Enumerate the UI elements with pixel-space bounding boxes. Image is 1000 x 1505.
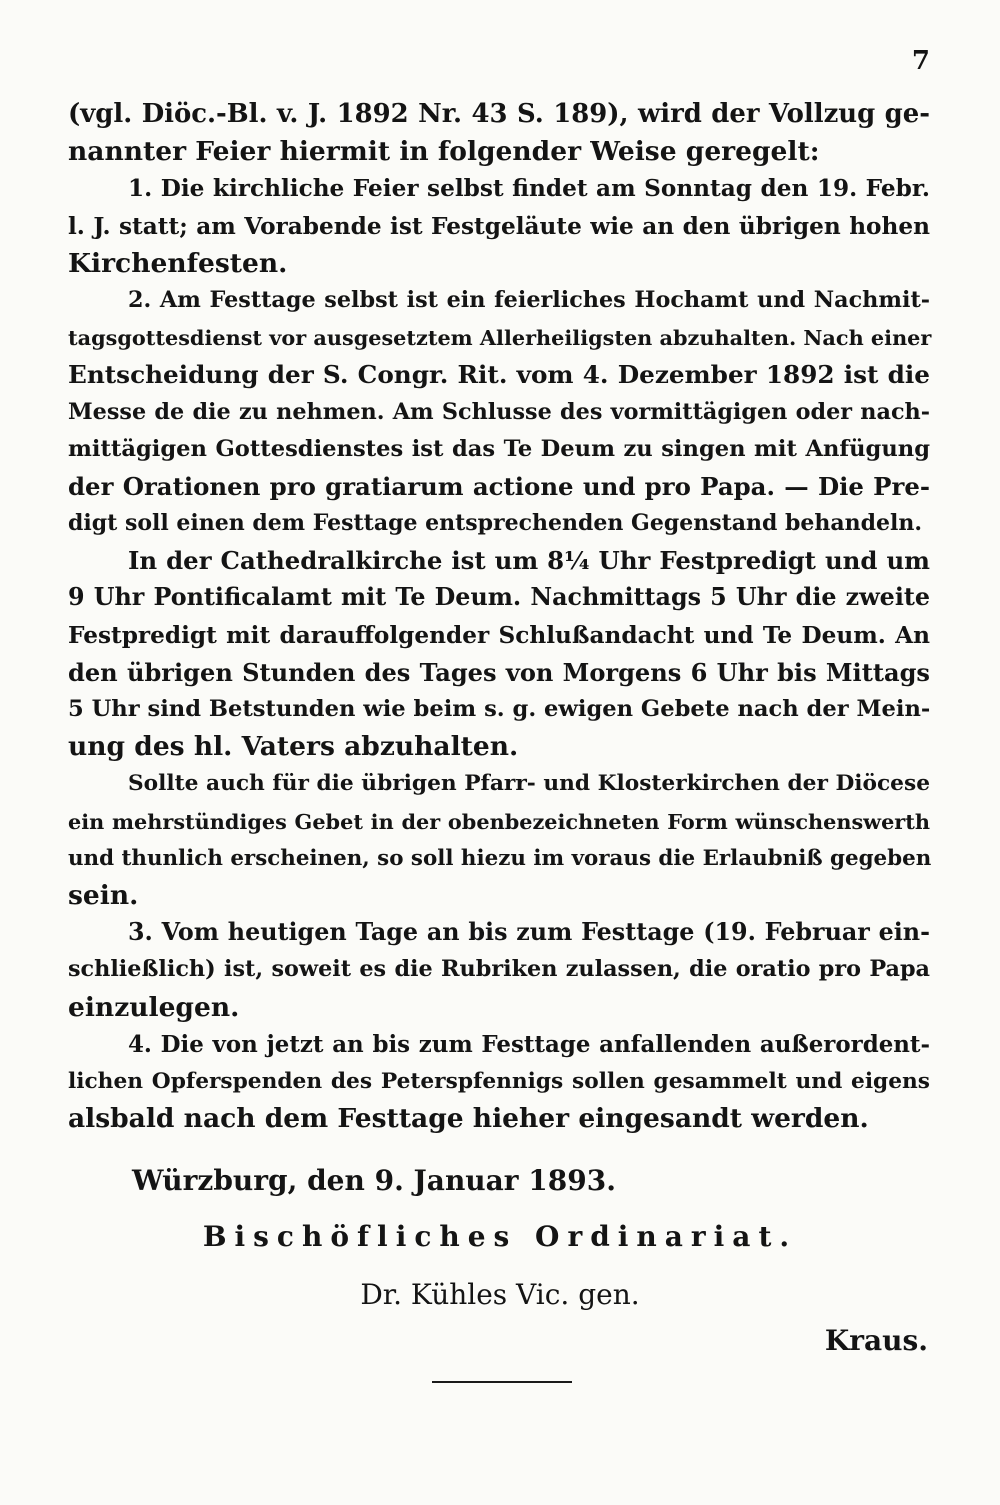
- text-line: einzulegen.: [68, 991, 240, 1023]
- text-line: der Orationen pro gratiarum actione und pro Papa. — Die Pre-: [68, 471, 930, 501]
- text-line: ung des hl. Vaters abzuhalten.: [68, 731, 519, 763]
- text-line: 1. Die kirchliche Feier selbst findet am Sonntag den 19. Febr.: [128, 175, 930, 203]
- text-line: 4. Die von jetzt an bis zum Festtage anfallenden außerordent-: [128, 1030, 930, 1058]
- text-line: Messe de die zu nehmen. Am Schlusse des vormittägigen oder nach-: [68, 398, 930, 425]
- text-line: 3. Vom heutigen Tage an bis zum Festtage (19. Februar ein-: [128, 918, 930, 947]
- text-line: ein mehrstündiges Gebet in der obenbezeichneten Form wünschenswerth: [68, 808, 930, 834]
- signatory-vicar-general: Dr. Kühles Vic. gen.: [360, 1278, 640, 1311]
- text-line: 5 Uhr sind Betstunden wie beim s. g. ewigen Gebete nach der Mein-: [68, 696, 931, 722]
- text-line: mittägigen Gottesdienstes ist das Te Deum zu singen mit Anfügung: [68, 435, 930, 462]
- text-line: den übrigen Stunden des Tages von Morgens 6 Uhr bis Mittags: [68, 657, 930, 687]
- text-line: 9 Uhr Pontificalamt mit Te Deum. Nachmittags 5 Uhr die zweite: [68, 583, 930, 612]
- text-line: tagsgottesdienst vor ausgesetztem Allerheiligsten abzuhalten. Nach einer: [68, 325, 932, 351]
- date-line: Würzburg, den 9. Januar 1893.: [132, 1164, 616, 1197]
- page-number: 7: [911, 46, 930, 76]
- text-line: schließlich) ist, soweit es die Rubriken zulassen, die oratio pro Papa: [68, 956, 930, 983]
- text-line: alsbald nach dem Festtage hieher eingesandt werden.: [68, 1103, 869, 1135]
- text-line: und thunlich erscheinen, so soll hiezu im voraus die Erlaubniß gegeben: [68, 845, 932, 871]
- text-line: Sollte auch für die übrigen Pfarr- und Klosterkirchen der Diöcese: [128, 771, 930, 797]
- issuing-office: Bischöfliches Ordinariat.: [202, 1220, 798, 1253]
- closing-rule: [432, 1381, 572, 1383]
- text-line: lichen Opferspenden des Peterspfennigs sollen gesammelt und eigens: [68, 1068, 930, 1094]
- text-line: nannter Feier hiermit in folgender Weise geregelt:: [68, 136, 820, 168]
- text-line: Entscheidung der S. Congr. Rit. vom 4. Dezember 1892 ist die: [68, 360, 930, 390]
- signatory-secretary: Kraus.: [824, 1324, 928, 1357]
- text-line: Festpredigt mit darauffolgender Schlußandacht und Te Deum. An: [68, 621, 930, 649]
- text-line: Kirchenfesten.: [68, 247, 288, 279]
- text-line: 2. Am Festtage selbst ist ein feierliches Hochamt und Nachmit-: [128, 286, 930, 313]
- text-line: sein.: [68, 879, 139, 911]
- body-text: [68, 96, 930, 1137]
- text-line: In der Cathedralkirche ist um 8¼ Uhr Festpredigt und um: [128, 546, 930, 576]
- text-line: digt soll einen dem Festtage entsprechenden Gegenstand behandeln.: [68, 510, 923, 537]
- text-line: (vgl. Diöc.-Bl. v. J. 1892 Nr. 43 S. 189), wird der Vollzug ge-: [68, 99, 930, 129]
- text-line: l. J. statt; am Vorabende ist Festgeläute wie an den übrigen hohen: [68, 212, 930, 240]
